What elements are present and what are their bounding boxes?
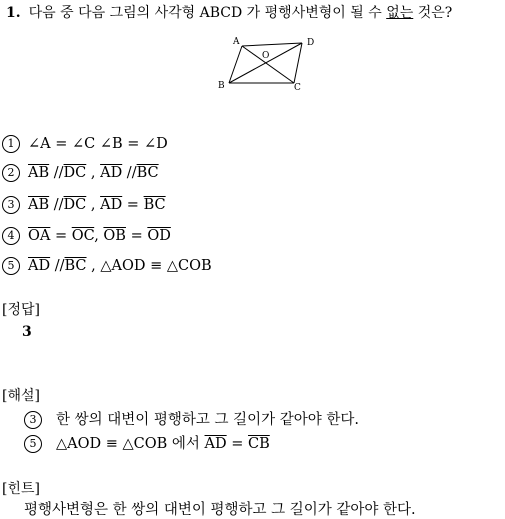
choice-number-marker: 3 — [24, 411, 42, 429]
math-text: , — [86, 197, 101, 213]
diagonal-bd — [229, 43, 302, 83]
hint-text: 평행사변형은 한 쌍의 대변이 평행하고 그 길이가 같아야 한다. — [24, 502, 416, 518]
option-4 — [2, 227, 171, 245]
option-5 — [2, 257, 212, 275]
segment-text: $\overline{AB}$ — [28, 165, 50, 181]
choice-number-marker: 3 — [2, 196, 20, 214]
math-text: △AOD ≡ △COB 에서 — [56, 436, 205, 452]
math-text: // — [122, 165, 137, 181]
segment-text: $\overline{AD}$ — [28, 258, 51, 274]
math-text: , — [86, 165, 101, 181]
segment-text: $\overline{BC}$ — [143, 197, 166, 213]
segment-text: $\overline{AD}$ — [100, 197, 123, 213]
option-3 — [2, 196, 166, 214]
math-text: // — [49, 165, 64, 181]
label-o: O — [262, 51, 270, 61]
segment-text: $\overline{OA}$ — [28, 228, 51, 244]
choice-number-marker: 4 — [2, 227, 20, 245]
hint-label: [힌트] — [2, 481, 40, 497]
option-2 — [2, 164, 159, 182]
segment-text: $\overline{AD}$ — [100, 165, 123, 181]
math-text: // — [49, 197, 64, 213]
math-text: , — [94, 228, 104, 244]
question-text-before: 다음 중 다음 그림의 사각형 ABCD 가 평행사변형이 될 수 — [28, 5, 387, 21]
math-text: = — [226, 436, 249, 452]
segment-text: $\overline{OD}$ — [147, 228, 171, 244]
segment-text: $\overline{DC}$ — [63, 165, 87, 181]
math-text: 한 쌍의 대변이 평행하고 그 길이가 같아야 한다. — [56, 412, 360, 428]
segment-text: $\overline{BC}$ — [64, 258, 87, 274]
question-underlined: 없는 — [386, 5, 414, 21]
math-text: = — [125, 228, 148, 244]
question-text-after: 것은? — [413, 5, 453, 21]
label-b: B — [218, 81, 225, 91]
math-text: = — [122, 197, 144, 213]
explanation-item-1 — [24, 408, 359, 429]
explanation-label: [해설] — [2, 388, 40, 404]
segment-text: $\overline{OB}$ — [103, 228, 126, 244]
segment-text: $\overline{AD}$ — [204, 436, 227, 452]
math-text: = — [50, 228, 72, 244]
label-c: C — [294, 83, 301, 93]
question-line — [6, 2, 452, 22]
math-text: // — [50, 258, 65, 274]
option-1 — [2, 135, 168, 153]
segment-text: $\overline{DC}$ — [63, 197, 87, 213]
side-ad — [242, 43, 302, 46]
answer-label: [정답] — [2, 302, 40, 318]
segment-text: $\overline{CB}$ — [248, 436, 270, 452]
answer-value: 3 — [22, 324, 32, 340]
choice-number-marker: 1 — [2, 135, 20, 153]
segment-text: $\overline{AB}$ — [28, 197, 50, 213]
math-text: , △AOD ≡ △COB — [86, 258, 212, 274]
choice-number-marker: 5 — [2, 257, 20, 275]
segment-text: $\overline{OC}$ — [71, 228, 95, 244]
question-number: 1. — [6, 5, 21, 21]
label-d: D — [307, 38, 315, 48]
explanation-item-2 — [24, 432, 270, 453]
label-a: A — [233, 37, 240, 47]
math-text: ∠A = ∠C ∠B = ∠D — [28, 136, 168, 152]
segment-text: $\overline{BC}$ — [136, 165, 159, 181]
side-dc — [294, 43, 302, 83]
choice-number-marker: 5 — [24, 435, 42, 453]
parallelogram-figure — [214, 34, 324, 94]
choice-number-marker: 2 — [2, 164, 20, 182]
